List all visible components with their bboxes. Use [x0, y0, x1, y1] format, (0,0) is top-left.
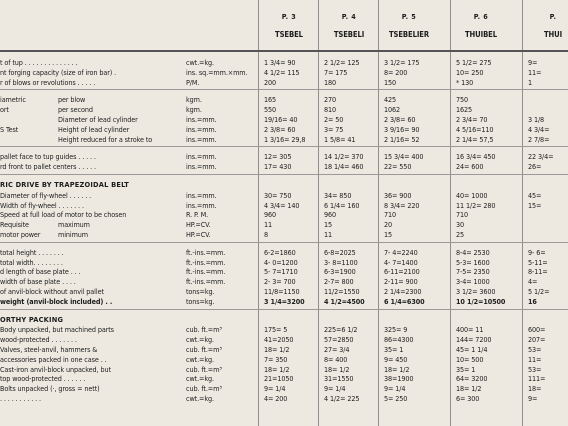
cell-value: 57=2850 — [324, 335, 354, 345]
row-unit: tons=kg. — [186, 287, 215, 296]
cell-value: 1 5/8= 41 — [324, 134, 356, 144]
cell-value: 10= 250 — [456, 67, 484, 77]
cell-value: * 130 — [456, 77, 474, 87]
cell-value: 36= 900 — [384, 190, 412, 200]
cell-value: 6= 300 — [456, 394, 480, 403]
row-unit: cub. ft.=m³ — [186, 345, 222, 354]
cell-value: 45= 1 1/4 — [456, 345, 488, 354]
row-label: weight (anvil-block included) . . — [0, 296, 113, 306]
cell-value: 2= 50 — [324, 115, 344, 124]
cell-value: 4- 0=1200 — [264, 257, 298, 267]
row-label: d length of base plate . . . — [0, 267, 81, 277]
cell-value: 2 3/8= 60 — [264, 124, 296, 134]
cell-value: 4 3/4= — [528, 124, 550, 134]
cell-value: 6-8=2025 — [324, 247, 356, 257]
cell-value: 26= — [528, 162, 542, 172]
cell-value: 22 3/4= — [528, 152, 554, 162]
header-rule — [0, 50, 568, 52]
cell-value: 2 7/8= — [528, 134, 550, 144]
row-unit: P/M. — [186, 77, 200, 87]
cell-value: 2-7= 800 — [324, 277, 354, 287]
cell-value: 4 3/4= 140 — [264, 200, 300, 210]
cell-value: 2- 3= 700 — [264, 277, 296, 287]
column-model-name: TSEBELI — [333, 30, 365, 39]
row-label: Body unpacked, but machined parts — [0, 325, 114, 335]
row-sublabel: per blow — [58, 95, 86, 105]
cell-value: 11= — [528, 67, 542, 77]
cell-value: 18= 1/2 — [384, 364, 410, 374]
cell-value: 19/16= 40 — [264, 115, 298, 124]
cell-value: 11 — [264, 220, 273, 230]
row-label: wood-protected . . . . . . . — [0, 335, 77, 345]
cell-value: 53= — [528, 364, 542, 374]
cell-value: 5-11= — [528, 257, 548, 267]
cell-value: 5- 7=1710 — [264, 267, 298, 277]
row-label: ort — [0, 105, 9, 115]
cell-value: 9= 1/4 — [384, 384, 406, 394]
cell-value: 7-5= 2350 — [456, 267, 490, 277]
cell-value: 600= — [528, 325, 546, 335]
cell-value: 4 1/2=4500 — [324, 296, 365, 306]
cell-value: 175= 5 — [264, 325, 288, 335]
column-model-number: P. — [549, 12, 557, 21]
cell-value: 16 — [528, 296, 537, 306]
cell-value: 25 — [456, 230, 465, 239]
row-sublabel: minimum — [58, 230, 88, 239]
row-unit: kgm. — [186, 105, 202, 115]
cell-value: 4 1/2= 115 — [264, 67, 300, 77]
row-label: iametric — [0, 95, 26, 105]
cell-value: 11 1/2= 280 — [456, 200, 496, 210]
column-rule — [258, 0, 259, 426]
row-label: . . . . . . . . . . . — [0, 394, 42, 403]
cell-value: 5= 250 — [384, 394, 408, 403]
cell-value: 17= 430 — [264, 162, 292, 172]
cell-value: 18= 1/2 — [264, 345, 290, 354]
cell-value: 4- 7=1400 — [384, 257, 418, 267]
cell-value: 41=2050 — [264, 335, 294, 345]
section-rule — [0, 309, 568, 310]
column-rule — [450, 0, 451, 426]
cell-value: 5 1/2= 275 — [456, 58, 492, 67]
row-unit: ft.-ins.=mm. — [186, 277, 226, 287]
cell-value: 31=1550 — [324, 374, 354, 384]
cell-value: 3 9/16= 90 — [384, 124, 420, 134]
row-unit: cwt.=kg. — [186, 335, 214, 345]
row-unit: ft.-ins.=mm. — [186, 247, 226, 257]
cell-value: 550 — [264, 105, 277, 115]
column-model-name: TSEBELIER — [388, 30, 430, 39]
cell-value: 86=4300 — [384, 335, 414, 345]
cell-value: 35= 1 — [456, 364, 476, 374]
cell-value: 810 — [324, 105, 337, 115]
cell-value: 144= 7200 — [456, 335, 492, 345]
cell-value: 18= 1/2 — [324, 364, 350, 374]
row-label: width of base plate . . . . — [0, 277, 76, 287]
row-unit: ins.=mm. — [186, 152, 217, 162]
cell-value: 8= 400 — [324, 354, 348, 364]
cell-value: 8-11= — [528, 267, 548, 277]
cell-value: 3 1/4=3200 — [264, 296, 305, 306]
row-unit: cwt.=kg. — [186, 354, 214, 364]
row-unit: tons=kg. — [186, 296, 215, 306]
column-model-number: P. 3 — [281, 12, 297, 21]
row-label: pallet face to tup guides . . . . . — [0, 152, 96, 162]
cell-value: 207= — [528, 335, 546, 345]
row-unit: kgm. — [186, 95, 202, 105]
cell-value: 9- 6= — [528, 247, 546, 257]
column-model-number: P. 6 — [473, 12, 489, 21]
row-sublabel: maximum — [58, 220, 90, 230]
cell-value: 11/2=1550 — [324, 287, 360, 296]
cell-value: 5 1/2= — [528, 287, 550, 296]
cell-value: 4 5/16=110 — [456, 124, 494, 134]
cell-value: 9= — [528, 394, 538, 403]
cell-value: 12= 305 — [264, 152, 292, 162]
cell-value: 40= 1000 — [456, 190, 488, 200]
cell-value: 35= 1 — [384, 345, 404, 354]
column-rule — [378, 0, 379, 426]
cell-value: 6 1/4=6300 — [384, 296, 425, 306]
cell-value: 111= — [528, 374, 546, 384]
cell-value: 2 1/4=2300 — [384, 287, 422, 296]
cell-value: 3 1/2= 3600 — [456, 287, 496, 296]
cell-value: 200 — [264, 77, 277, 87]
row-unit: cwt.=kg. — [186, 58, 214, 67]
cell-value: 8-4= 2530 — [456, 247, 490, 257]
row-label: Valves, steel-anvil, hammers & — [0, 345, 98, 354]
row-label: S Test — [0, 124, 19, 134]
cell-value: 24= 600 — [456, 162, 484, 172]
cell-value: 9= 1/4 — [324, 384, 346, 394]
row-label: Bolts unpacked (·, gross = nett) — [0, 384, 100, 394]
row-label: rd front to pallet centers . . . . . — [0, 162, 96, 172]
row-sublabel: Height reduced for a stroke to — [58, 134, 153, 144]
cell-value: 64= 3200 — [456, 374, 488, 384]
cell-value: 4 1/2= 225 — [324, 394, 360, 403]
cell-value: 3 1/2= 175 — [384, 58, 420, 67]
cell-value: 5-3= 1600 — [456, 257, 490, 267]
cell-value: 11 — [324, 230, 333, 239]
row-unit: ins.=mm. — [186, 162, 217, 172]
cell-value: 18 1/4= 460 — [324, 162, 364, 172]
cell-value: 1625 — [456, 105, 473, 115]
row-unit: cwt.=kg. — [186, 394, 214, 403]
cell-value: 960 — [264, 210, 277, 220]
cell-value: 270 — [324, 95, 337, 105]
column-model-name: THUIBEL — [465, 30, 497, 39]
cell-value: 325= 9 — [384, 325, 408, 335]
row-label: Cast-iron anvil-block unpacked, but — [0, 364, 111, 374]
cell-value: 30= 750 — [264, 190, 292, 200]
row-label: Width of fly-wheel . . . . . . . — [0, 200, 84, 210]
row-label: nt forging capacity (size of iron bar) . — [0, 67, 117, 77]
cell-value: 9= — [528, 58, 538, 67]
row-unit: cwt.=kg. — [186, 374, 214, 384]
cell-value: 3 1/8 — [528, 115, 545, 124]
cell-value: 710 — [384, 210, 397, 220]
cell-value: 1 3/4= 90 — [264, 58, 296, 67]
row-sublabel: Diameter of lead cylinder — [58, 115, 138, 124]
row-unit: ins.=mm. — [186, 124, 217, 134]
row-label: Requisite — [0, 220, 29, 230]
cell-value: 9= 1/4 — [264, 384, 286, 394]
cell-value: 10 1/2=10500 — [456, 296, 506, 306]
cell-value: 11= — [528, 354, 542, 364]
cell-value: 10= 500 — [456, 354, 484, 364]
row-unit: HP.=CV. — [186, 230, 211, 239]
cell-value: 15 — [384, 230, 393, 239]
row-label: motor power — [0, 230, 41, 239]
cell-value: 1062 — [384, 105, 401, 115]
cell-value: 8 3/4= 220 — [384, 200, 420, 210]
cell-value: 6-2=1860 — [264, 247, 296, 257]
row-label: Diameter of fly-wheel . . . . . . — [0, 190, 92, 200]
cell-value: 27= 3/4 — [324, 345, 350, 354]
cell-value: 4= — [528, 277, 538, 287]
column-model-name: THUI — [543, 30, 563, 39]
cell-value: 30 — [456, 220, 465, 230]
row-sublabel: per second — [58, 105, 93, 115]
cell-value: 38=1900 — [384, 374, 414, 384]
cell-value: 750 — [456, 95, 469, 105]
cell-value: 180 — [324, 77, 337, 87]
cell-value: 4= 200 — [264, 394, 288, 403]
cell-value: 400= 11 — [456, 325, 484, 335]
cell-value: 34= 850 — [324, 190, 352, 200]
section-rule — [0, 174, 568, 175]
cell-value: 6-11=2100 — [384, 267, 420, 277]
cell-value: 7= 175 — [324, 67, 348, 77]
cell-value: 165 — [264, 95, 277, 105]
cell-value: 22= 550 — [384, 162, 412, 172]
column-rule — [318, 0, 319, 426]
column-rule — [522, 0, 523, 426]
row-label: t of tup . . . . . . . . . . . . . . — [0, 58, 78, 67]
row-unit: cub. ft.=m³ — [186, 325, 222, 335]
cell-value: 960 — [324, 210, 337, 220]
cell-value: 2 1/16= 52 — [384, 134, 420, 144]
row-unit: ft.-ins.=mm. — [186, 267, 226, 277]
row-label: Speed at full load of motor to be chosen — [0, 210, 127, 220]
cell-value: 16 3/4= 450 — [456, 152, 496, 162]
row-label: r of blows or revolutions . . . . . — [0, 77, 96, 87]
cell-value: 18= 1/2 — [456, 384, 482, 394]
cell-value: 14 1/2= 370 — [324, 152, 364, 162]
cell-value: 225=6 1/2 — [324, 325, 358, 335]
section-rule — [0, 242, 568, 243]
cell-value: 3= 75 — [324, 124, 344, 134]
cell-value: 3- 8=1100 — [324, 257, 358, 267]
cell-value: 15 — [324, 220, 333, 230]
cell-value: 8 — [264, 230, 269, 239]
cell-value: 6-3=1900 — [324, 267, 356, 277]
cell-value: 2-11= 900 — [384, 277, 418, 287]
cell-value: 2 1/4= 57,5 — [456, 134, 494, 144]
cell-value: 150 — [384, 77, 397, 87]
section-title: ORTHY PACKING — [0, 314, 64, 324]
section-rule — [0, 146, 568, 147]
cell-value: 710 — [456, 210, 469, 220]
cell-value: 6 1/4= 160 — [324, 200, 360, 210]
row-label: total width. . . . . . . . — [0, 257, 63, 267]
row-label: accessories packed in one case . . — [0, 354, 107, 364]
row-unit: ins.=mm. — [186, 190, 217, 200]
row-unit: R. P. M. — [186, 210, 209, 220]
cell-value: 53= — [528, 345, 542, 354]
column-model-number: P. 4 — [341, 12, 357, 21]
row-unit: ins.=mm. — [186, 115, 217, 124]
cell-value: 3-4= 1000 — [456, 277, 490, 287]
cell-value: 425 — [384, 95, 397, 105]
row-unit: ins.=mm. — [186, 134, 217, 144]
row-sublabel: Height of lead cylinder — [58, 124, 130, 134]
cell-value: 2 3/4= 70 — [456, 115, 488, 124]
cell-value: 18= 1/2 — [264, 364, 290, 374]
section-rule — [0, 89, 568, 90]
row-unit: ins. sq.=mm.×mm. — [186, 67, 248, 77]
section-title: RIC DRIVE BY TRAPEZOIDAL BELT — [0, 180, 130, 189]
cell-value: 1 3/16= 29,8 — [264, 134, 306, 144]
row-label: top wood-protected . . . . . . — [0, 374, 86, 384]
row-label: total height . . . . . . . — [0, 247, 64, 257]
row-unit: cub. ft.=m³ — [186, 364, 222, 374]
cell-value: 2 3/8= 60 — [384, 115, 416, 124]
cell-value: 2 1/2= 125 — [324, 58, 360, 67]
cell-value: 21=1050 — [264, 374, 294, 384]
column-model-number: P. 5 — [401, 12, 417, 21]
row-unit: cub. ft.=m³ — [186, 384, 222, 394]
row-unit: HP.=CV. — [186, 220, 211, 230]
cell-value: 9= 450 — [384, 354, 408, 364]
cell-value: 45= — [528, 190, 542, 200]
row-unit: ft.-ins.=mm. — [186, 257, 226, 267]
column-model-name: TSEBEL — [275, 30, 303, 39]
cell-value: 1 — [528, 77, 533, 87]
row-unit: ins.=mm. — [186, 200, 217, 210]
cell-value: 8= 200 — [384, 67, 408, 77]
cell-value: 7- 4=2240 — [384, 247, 418, 257]
cell-value: 15 3/4= 400 — [384, 152, 424, 162]
row-label: of anvil-block without anvil pallet — [0, 287, 104, 296]
cell-value: 20 — [384, 220, 393, 230]
cell-value: 15= — [528, 200, 542, 210]
cell-value: 11/8=1150 — [264, 287, 300, 296]
cell-value: 18= — [528, 384, 542, 394]
cell-value: 7= 350 — [264, 354, 288, 364]
